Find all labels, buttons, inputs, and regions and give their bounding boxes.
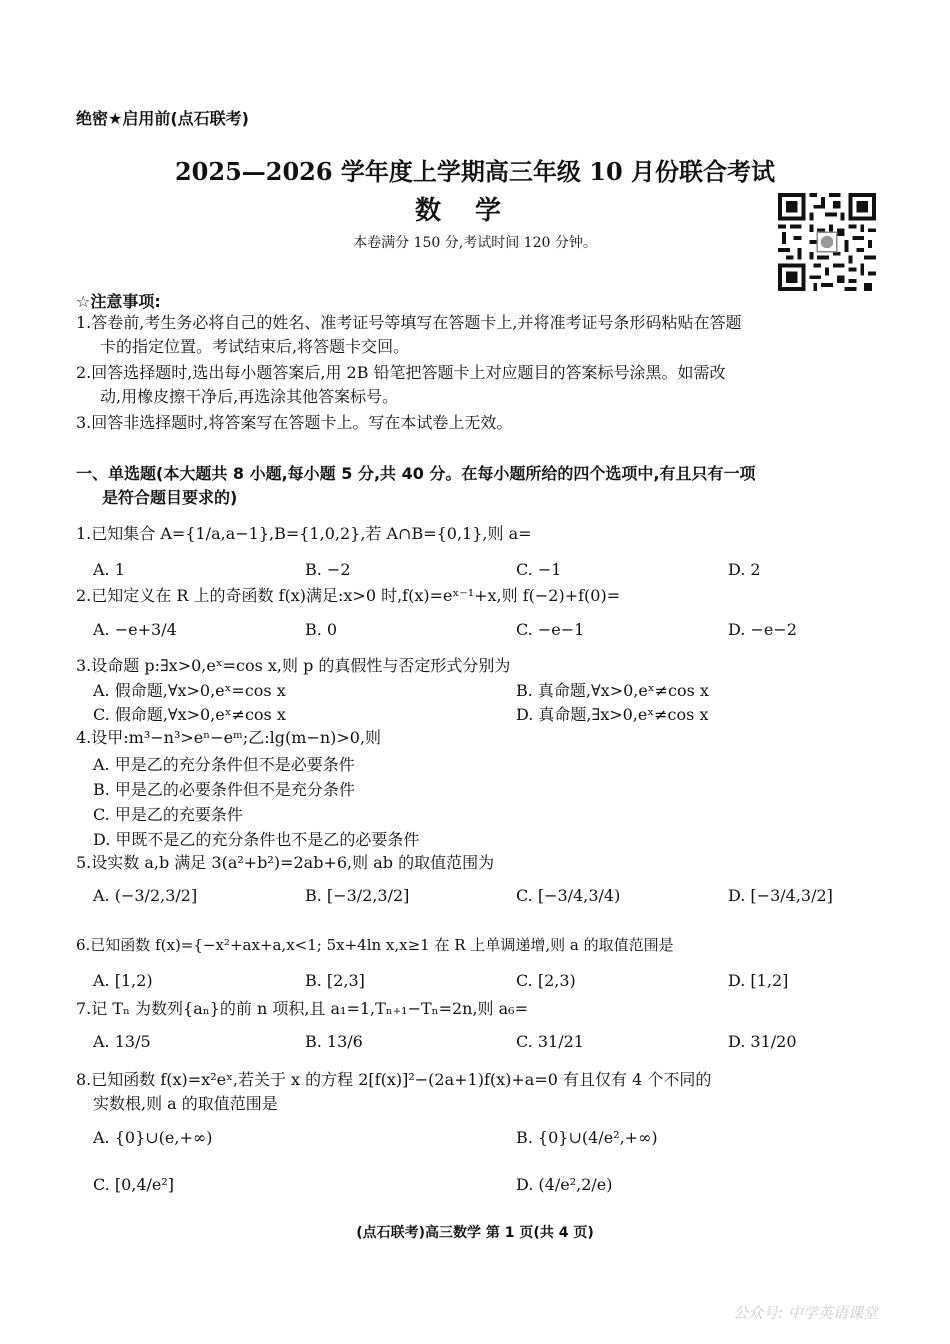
option: D. 31/20 — [728, 1032, 797, 1051]
option: D. (4/e²,2/e) — [516, 1175, 613, 1194]
option: C. −1 — [516, 560, 562, 579]
option: D. [−3/4,3/2] — [728, 886, 833, 905]
notes-heading: ☆注意事项: — [76, 292, 161, 311]
section-heading: 一、单选题(本大题共 8 小题,每小题 5 分,共 40 分。在每小题所给的四个选项中,有且只有一项 — [76, 464, 756, 483]
exam-title: 2025—2026 学年度上学期高三年级 10 月份联合考试 — [174, 157, 776, 186]
option: D. 甲既不是乙的充分条件也不是乙的必要条件 — [93, 830, 420, 849]
option: C. 31/21 — [516, 1032, 584, 1051]
option: B. 13/6 — [305, 1032, 363, 1051]
exam-subject: 数学 — [414, 196, 535, 226]
question-stem-cont: 实数根,则 a 的取值范围是 — [93, 1094, 278, 1113]
option: C. 假命题,∀x>0,eˣ≠cos x — [93, 705, 286, 724]
option: B. [−3/2,3/2] — [305, 886, 410, 905]
question-stem: 6.已知函数 f(x)={−x²+ax+a,x<1; 5x+4ln x,x≥1 在 R 上单调递增,则 a 的取值范围是 — [76, 936, 674, 954]
question-stem: 1.已知集合 A={1/a,a−1},B={1,0,2},若 A∩B={0,1},则 a= — [76, 524, 532, 543]
option: C. [−3/4,3/4) — [516, 886, 621, 905]
option: D. −e−2 — [728, 620, 797, 639]
option: C. −e−1 — [516, 620, 585, 639]
option: C. [0,4/e²] — [93, 1175, 175, 1194]
option: B. −2 — [305, 560, 351, 579]
option: B. [2,3] — [305, 971, 365, 990]
note-line: 1.答卷前,考生务必将自己的姓名、准考证号等填写在答题卡上,并将准考证号条形码粘贴在答题 — [76, 313, 742, 332]
watermark: 公众号: 中学英语课堂 — [733, 1304, 878, 1322]
option: A. 甲是乙的充分条件但不是必要条件 — [93, 755, 355, 774]
question-stem: 8.已知函数 f(x)=x²eˣ,若关于 x 的方程 2[f(x)]²−(2a+1)f(x)+a=0 有且仅有 4 个不同的 — [76, 1070, 712, 1089]
note-line: 3.回答非选择题时,将答案写在答题卡上。写在本试卷上无效。 — [76, 413, 513, 432]
option: A. 假命题,∀x>0,eˣ=cos x — [93, 681, 286, 700]
question-stem: 7.记 Tₙ 为数列{aₙ}的前 n 项积,且 a₁=1,Tₙ₊₁−Tₙ=2n,则 a₆= — [76, 999, 529, 1018]
question-stem: 4.设甲:m³−n³>eⁿ−eᵐ;乙:lg(m−n)>0,则 — [76, 728, 382, 747]
qr-code-icon — [778, 193, 876, 291]
note-line: 卡的指定位置。考试结束后,将答题卡交回。 — [100, 337, 410, 356]
question-stem: 5.设实数 a,b 满足 3(a²+b²)=2ab+6,则 ab 的取值范围为 — [76, 853, 495, 872]
option: B. 甲是乙的必要条件但不是充分条件 — [93, 780, 355, 799]
option: A. −e+3/4 — [93, 620, 177, 639]
option: D. 真命题,∃x>0,eˣ≠cos x — [516, 705, 709, 724]
option: B. 真命题,∀x>0,eˣ≠cos x — [516, 681, 709, 700]
section-heading-cont: 是符合题目要求的) — [102, 488, 238, 507]
option: C. [2,3) — [516, 971, 576, 990]
note-line: 2.回答选择题时,选出每小题答案后,用 2B 铅笔把答题卡上对应题目的答案标号涂黑。如需改 — [76, 363, 726, 382]
page-footer: (点石联考)高三数学 第 1 页(共 4 页) — [356, 1225, 594, 1241]
option: A. (−3/2,3/2] — [93, 886, 198, 905]
option: A. {0}∪(e,+∞) — [93, 1128, 213, 1147]
option: C. 甲是乙的充要条件 — [93, 805, 243, 824]
option: D. [1,2] — [728, 971, 789, 990]
secret-label: 绝密★启用前(点石联考) — [76, 109, 249, 128]
exam-info: 本卷满分 150 分,考试时间 120 分钟。 — [353, 235, 597, 251]
option: B. {0}∪(4/e²,+∞) — [516, 1128, 658, 1147]
option: B. 0 — [305, 620, 338, 639]
question-stem: 3.设命题 p:∃x>0,eˣ=cos x,则 p 的真假性与否定形式分别为 — [76, 656, 511, 675]
option: A. [1,2) — [93, 971, 153, 990]
question-stem: 2.已知定义在 R 上的奇函数 f(x)满足:x>0 时,f(x)=eˣ⁻¹+x,则 f(−2)+f(0)= — [76, 586, 621, 605]
option: D. 2 — [728, 560, 761, 579]
note-line: 动,用橡皮擦干净后,再选涂其他答案标号。 — [100, 387, 399, 406]
option: A. 13/5 — [93, 1032, 151, 1051]
option: A. 1 — [93, 560, 125, 579]
